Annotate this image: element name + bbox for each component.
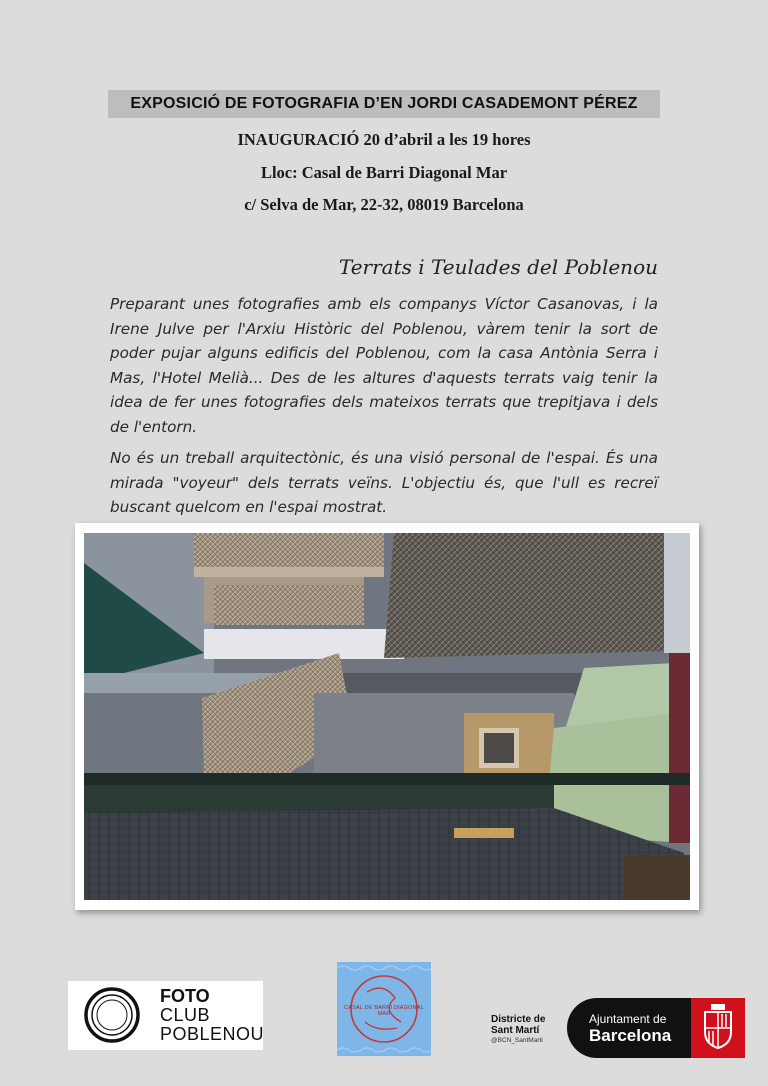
- fotoclub-text-1: FOTO: [160, 986, 210, 1006]
- inauguration-line: INAUGURACIÓ 20 d’abril a les 19 hores: [237, 130, 531, 149]
- ajuntament-barcelona-logo: [567, 998, 745, 1058]
- venue-line: Lloc: Casal de Barri Diagonal Mar: [260, 163, 508, 182]
- fotoclub-text-2: CLUB: [160, 1005, 211, 1025]
- district-handle: @BCN_SantMarti: [491, 1037, 543, 1044]
- district-text-1: Districte de: [491, 1014, 546, 1025]
- district-sant-marti-logo: [491, 1014, 545, 1044]
- casal-logo-text: CASAL DE BARRI DIAGONAL MAR: [344, 1005, 424, 1017]
- ajuntament-text-1: Ajuntament de: [589, 1012, 667, 1026]
- exhibition-title: EXPOSICIÓ DE FOTOGRAFIA D’EN JORDI CASADEMONT PÉREZ: [108, 90, 660, 118]
- district-text-2: Sant Martí: [491, 1025, 540, 1036]
- barcelona-shield-panel: [691, 998, 745, 1058]
- description-paragraph-1: Preparant unes fotografies amb els companys Víctor Casanovas, i la Irene Julve per l'Arxiu Històric del Poblenou, vàrem tenir la sort de poder pujar alguns edificis del Poblenou, com la casa Antònia Serra i Mas, l'Hotel Melià... Des de les altures d'aquests terrats vaig tenir la idea de fer unes fotografies dels mateixos terrats que trepitjava i dels de l'entorn.: [110, 295, 658, 436]
- exhibition-subtitle: Terrats i Teulades del Poblenou: [338, 255, 658, 279]
- casal-de-barri-logo: [337, 962, 431, 1056]
- description-paragraph-2: No és un treball arquitectònic, és una visió personal de l'espai. És una mirada "voyeur" dels terrats veïns. L'objectiu és, que l'ull es recreï buscant quelcom en l'espai mostrat.: [110, 449, 658, 516]
- rooftop-photo-image: [84, 533, 690, 900]
- address-line: c/ Selva de Mar, 22-32, 08019 Barcelona: [244, 195, 524, 214]
- ajuntament-text-2: Barcelona: [589, 1026, 672, 1045]
- fotoclub-text-3: POBLENOU: [160, 1024, 265, 1044]
- fotoclub-poblenou-logo: [68, 981, 263, 1050]
- rooftop-photograph: [75, 523, 699, 910]
- barcelona-shield-icon: [691, 998, 745, 1058]
- concentric-circles-icon: [84, 987, 140, 1043]
